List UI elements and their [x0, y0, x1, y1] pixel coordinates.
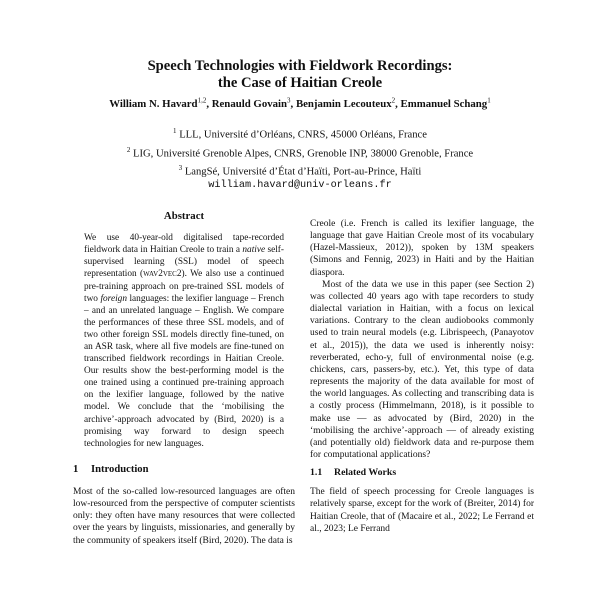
author-list	[0, 96, 600, 110]
subsection-heading-related-works: 1.1 Related Works	[310, 467, 397, 479]
author: Emmanuel Schang$^1$	[400, 96, 491, 110]
intro-paragraph: Most of the so-called low-resourced languages are often low-resourced from the perspective of computer scientists only: they often have many resources that were collected over the years by linguists, missionaries, and generally by the community of speakers itself (Bird, 2020). The data is	[73, 487, 295, 546]
body-paragraph: Creole (i.e. French is called its lexifier language, the language that gave Haitian Creole most of its vocabulary (Hazel-Massieux, 2012)), spoken by 13M speakers (Simons and Fennig, 2023) in Haiti and by the Haitian diaspora.	[310, 219, 534, 278]
abstract-text: We use 40-year-old digitalised tape-recorded fieldwork data in Haitian Creole to train a native self-supervised learning (SSL) model of speech representation (wav2vec2). We also use a continued pre-training approach on pre-trained SSL models of two foreign languages: the lexifier language – French – and an unrelated language – English. We compare the performances of these three SSL models, and of two other foreign SSL models directly fine-tuned, on an ASR task, where all five models are fine-tuned on transcribed fieldwork recordings in Haitian Creole. Our results show the best-performing model is the one trained using a continued pre-training approach on the lexifier language, followed by the native model. We conclude that the ‘mobilising the archive’-approach advocated by (Bird, 2020) is a promising way forward to design speech technologies for new languages.	[84, 233, 285, 449]
author: Benjamin Lecouteux$^2$,	[295, 96, 401, 110]
section-heading-introduction: 1 Introduction	[73, 463, 149, 475]
body-paragraph: Most of the data we use in this paper (see Section 2) was collected 40 years ago with tape recorders to study dialectal variation in Haitian, with a focus on lexical variations. Contrary to the clean audiobooks commonly used to train neural models (e.g. Librispeech, (Panayotov et al., 2015)), the data we used is inherently noisy: reverberated, echo-y, full of environmental noise (e.g. chickens, cars, passers-by, etc.). Yet, this type of data represents the majority of the data available for most of the world languages. As collecting and transcribing data is a costly process (Himmelmann, 2018), is it possible to make use — as advocated by (Bird, 2020) in the ‘mobilising the archive’-approach — of already existing (and potentially old) fieldwork data and re-purpose them for computational applications?	[310, 279, 534, 460]
title-line-1: Speech Technologies with Fieldwork Recordings:	[147, 58, 453, 74]
author: Renauld Govain$^3$,	[211, 96, 296, 110]
author: William N. Havard$^{1,2}$,	[109, 96, 212, 110]
title-line-2: the Case of Haitian Creole	[217, 75, 383, 91]
paper-title	[0, 58, 600, 92]
author-email: william.havard@univ-orleans.fr	[208, 180, 392, 191]
affiliation: $^1$ LLL, Université d’Orléans, CNRS, 45000 Orléans, France	[173, 127, 427, 141]
left-column	[73, 210, 295, 547]
affiliations	[0, 124, 600, 180]
affiliation: $^3$ LangSé, Université d’État d’Haïti, Port-au-Prince, Haïti	[178, 164, 422, 178]
right-column	[310, 218, 534, 535]
affiliation: $^2$ LIG, Université Grenoble Alpes, CNRS, Grenoble INP, 38000 Grenoble, France	[126, 145, 474, 160]
abstract-heading: Abstract	[163, 210, 205, 222]
related-works-paragraph: The field of speech processing for Creole languages is relatively sparse, except for the work of (Breiter, 2014) for Haitian Creole, that of (Macaire et al., 2022; Le Ferrand et al., 2023; Le Ferrand	[310, 487, 534, 534]
